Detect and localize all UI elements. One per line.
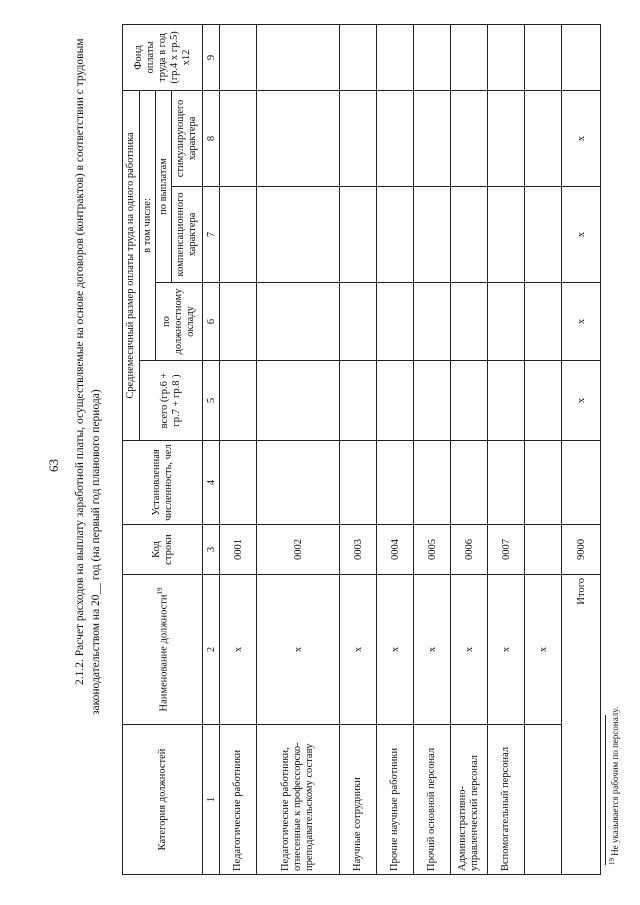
header-by-payments: по выплатам [156,90,172,282]
total-sum: х [562,361,601,441]
table-row [340,24,377,874]
column-numbers-row [203,24,220,874]
header-code: Код строки [123,525,203,575]
col-num: 8 [203,90,220,186]
row-code: 0002 [257,525,340,575]
row-category: Административно-управленческий персонал [451,725,488,875]
table-row [525,24,562,874]
row-code: 0001 [220,525,257,575]
header-row-1 [123,24,140,874]
heading-line-1: 2.1.2. Расчет расходов на выплату заработной платы, осуществляемые на основе договоров (контрактов) в соответствии с трудовым [74,38,86,685]
row-position: х [414,575,451,725]
section-heading [72,25,104,715]
total-row [562,24,601,874]
row-category: Прочий основной персонал [414,725,451,875]
row-position: х [257,575,340,725]
footnote-ref: 19 [156,587,165,595]
total-by-salary: х [562,283,601,361]
row-position: х [220,575,257,725]
row-code: 0005 [414,525,451,575]
row-category: Научные сотрудники [340,725,377,875]
row-code: 0004 [377,525,414,575]
col-num: 5 [203,361,220,441]
expenses-table [122,24,601,875]
footnote: $^{19}$ Не указывается рабочим по персоналу. [608,706,620,865]
row-category: Вспомогательный персонал [488,725,525,875]
page-number: 63 [46,459,61,472]
row-code [525,525,562,575]
row-position: х [340,575,377,725]
table-row [451,24,488,874]
col-num: 1 [203,725,220,875]
table-row [377,24,414,874]
header-total: всего (гр.6 + гр.7 + гр.8 ) [140,361,203,441]
table-row [220,24,257,874]
header-position: Наименование должности$^{19}$ [123,575,203,725]
header-fund: Фонд оплаты труда в год (гр.4 х гр.5) х12 [123,24,203,90]
total-label: Итого [562,575,601,725]
col-num: 4 [203,441,220,525]
row-category: Прочие научные работники [377,725,414,875]
row-position: х [488,575,525,725]
row-category: Педагогические работники, отнесенные к профессорско-преподавательскому составу [257,725,340,875]
header-avg-pay: Среднемесячный размер оплаты труда на одного работника [123,90,140,440]
col-num: 9 [203,24,220,90]
col-num: 6 [203,283,220,361]
row-position: х [377,575,414,725]
row-category [525,725,562,875]
table-row [488,24,525,874]
header-headcount: Установленная численность, чел [123,441,203,525]
table-row [414,24,451,874]
col-num: 7 [203,187,220,283]
header-category: Категория должностей [123,725,203,875]
row-code: 0003 [340,525,377,575]
header-compensation: компенсационного характера [172,187,203,283]
col-num: 2 [203,575,220,725]
row-code: 0006 [451,525,488,575]
header-by-salary: по должностному окладу [156,283,203,361]
total-code: 9000 [562,525,601,575]
header-stimulating: стимулирующего характера [172,90,203,186]
table-row [257,24,340,874]
header-including: в том числе: [140,90,156,360]
row-position: х [451,575,488,725]
row-position: х [525,575,562,725]
total-compensation: х [562,187,601,283]
total-stimulating: х [562,90,601,186]
heading-line-2: законодательством на 20__ год (на первый год планового периода) [90,389,102,715]
footnote-divider [605,715,606,865]
col-num: 3 [203,525,220,575]
row-code: 0007 [488,525,525,575]
row-category: Педагогические работники [220,725,257,875]
